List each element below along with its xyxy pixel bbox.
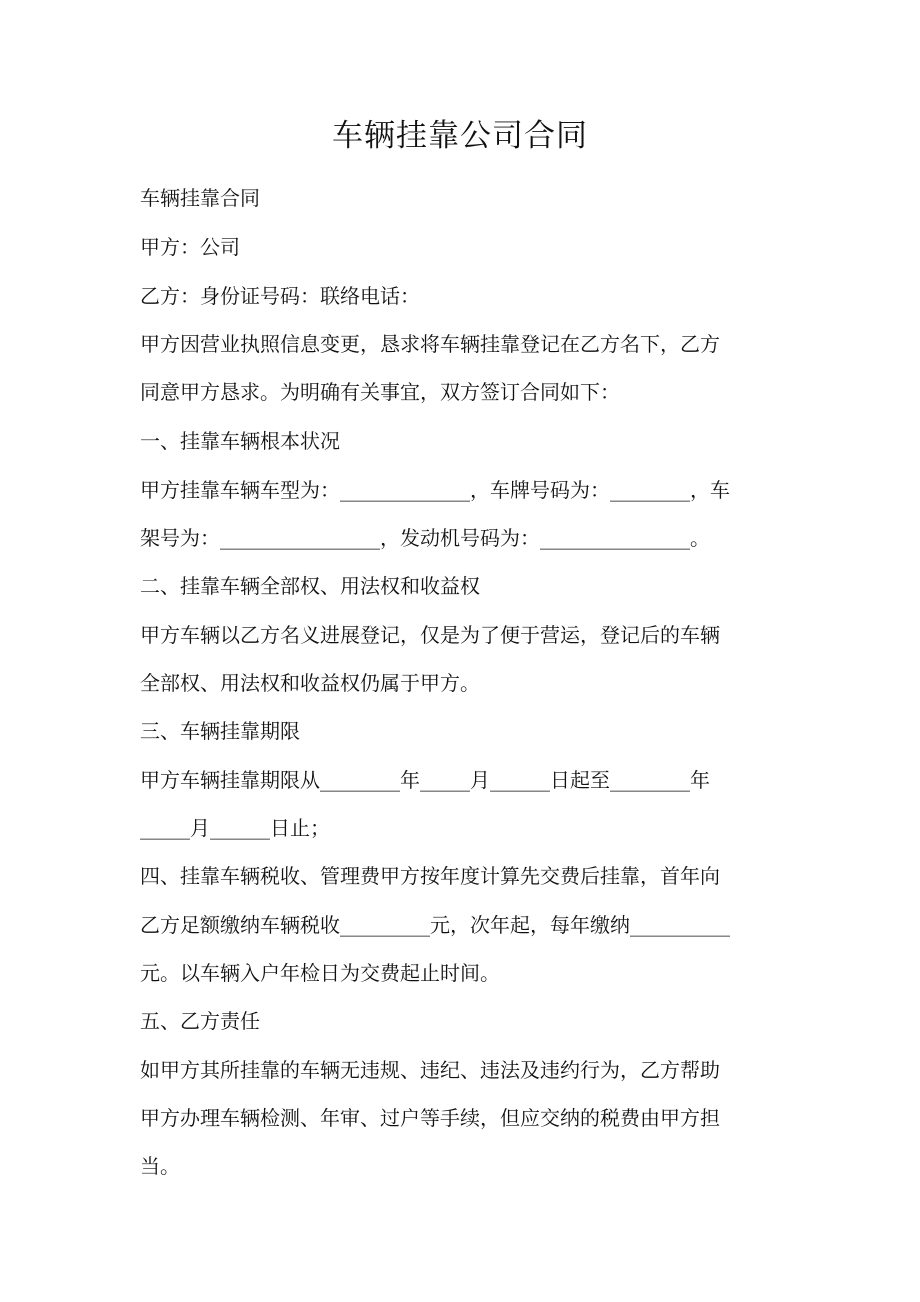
party-b: 乙方：身份证号码：联络电话： <box>140 284 420 308</box>
section-4-line-3: 元。以车辆入户年检日为交费起止时间。 <box>140 961 500 985</box>
section-3-heading: 三、车辆挂靠期限 <box>140 719 300 743</box>
section-1-heading: 一、挂靠车辆根本状况 <box>140 429 340 453</box>
section-3-line-2: _____月______日止； <box>140 816 330 840</box>
document-title: 车辆挂靠公司合同 <box>332 118 588 154</box>
section-5-line-2: 甲方办理车辆检测、年审、过户等手续，但应交纳的税费由甲方担 <box>140 1106 720 1130</box>
preamble-line-1: 甲方因营业执照信息变更，恳求将车辆挂靠登记在乙方名下，乙方 <box>140 332 720 356</box>
section-2-line-1: 甲方车辆以乙方名义进展登记，仅是为了便于营运，登记后的车辆 <box>140 623 720 647</box>
section-4-line-1: 四、挂靠车辆税收、管理费甲方按年度计算先交费后挂靠，首年向 <box>140 864 720 888</box>
section-5-line-1: 如甲方其所挂靠的车辆无违规、违纪、违法及违约行为，乙方帮助 <box>140 1058 720 1082</box>
section-2-heading: 二、挂靠车辆全部权、用法权和收益权 <box>140 574 480 598</box>
section-3-line-1: 甲方车辆挂靠期限从________年_____月______日起至________年 <box>140 768 710 792</box>
section-2-line-2: 全部权、用法权和收益权仍属于甲方。 <box>140 671 480 695</box>
section-5-heading: 五、乙方责任 <box>140 1009 260 1033</box>
party-a: 甲方：公司 <box>140 235 240 259</box>
section-5-line-3: 当。 <box>140 1154 180 1178</box>
section-4-line-2: 乙方足额缴纳车辆税收_________元，次年起，每年缴纳__________ <box>140 913 730 937</box>
section-1-line-1: 甲方挂靠车辆车型为：_____________，车牌号码为：________，车 <box>140 478 730 502</box>
preamble-line-2: 同意甲方恳求。为明确有关事宜，双方签订合同如下： <box>140 380 620 404</box>
contract-subtitle: 车辆挂靠合同 <box>140 186 260 210</box>
section-1-line-2: 架号为：________________，发动机号码为：_______________。 <box>140 526 710 550</box>
